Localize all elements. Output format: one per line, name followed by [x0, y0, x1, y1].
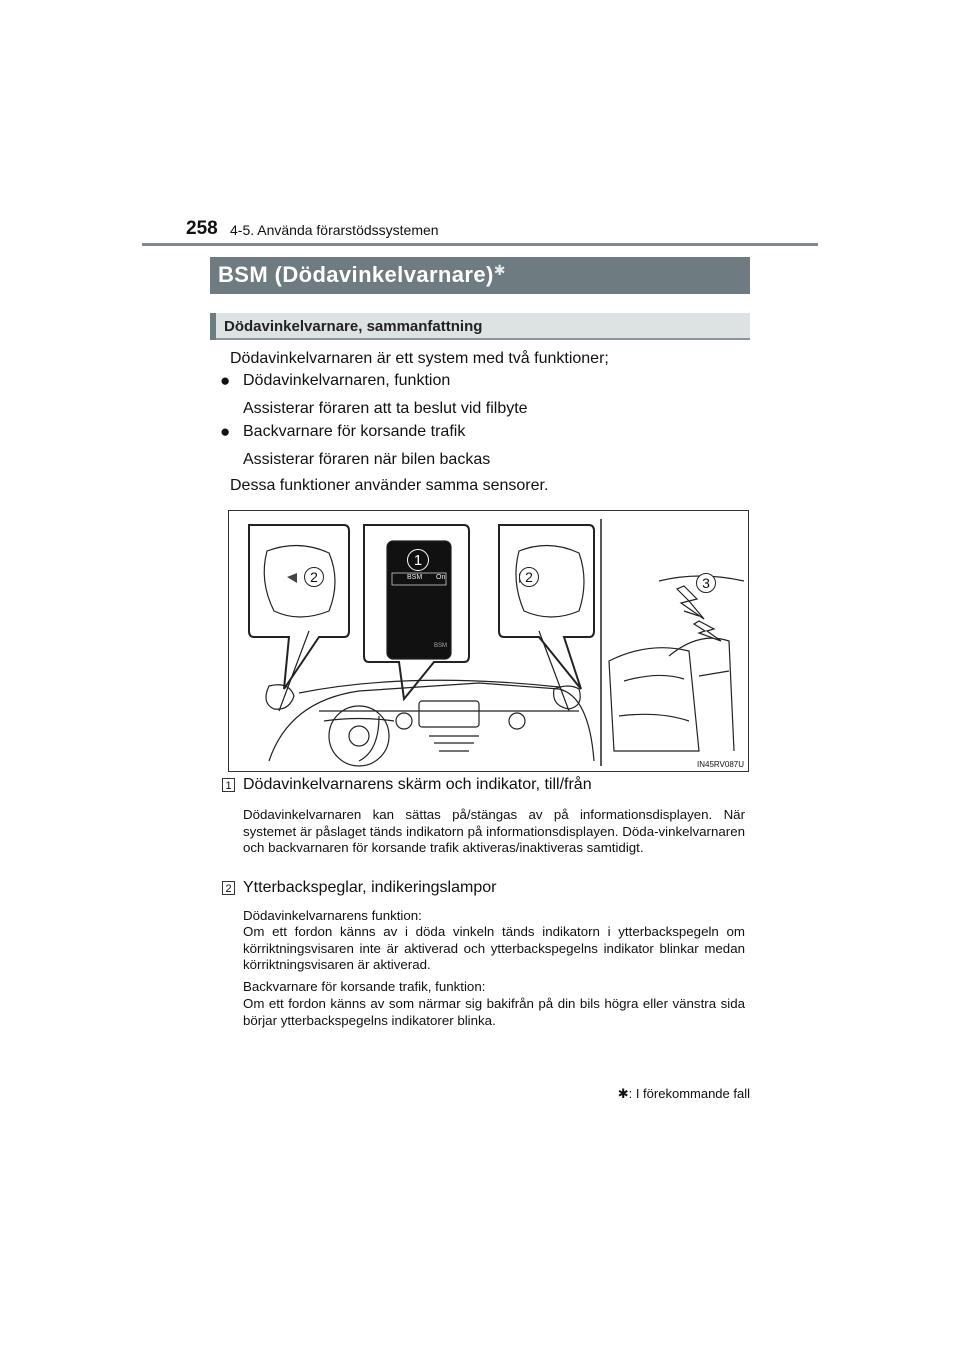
section-heading: Dödavinkelvarnare, sammanfattning [224, 318, 483, 335]
bullet-label: Dödavinkelvarnaren, funktion [243, 372, 451, 389]
screen-bsm-label: BSM [407, 574, 423, 581]
illustration-code: IN45RV087U [697, 760, 744, 769]
callout-2-left: 2 [304, 567, 324, 587]
item-number-2: 2 [222, 881, 235, 895]
bullet-label: Backvarnare för korsande trafik [243, 423, 466, 440]
dashboard-drawing [229, 511, 749, 772]
callout-2-right: 2 [519, 567, 539, 587]
bullet-icon: ● [220, 371, 231, 390]
screen-bsm-value: On [436, 574, 446, 581]
item-heading-1: Dödavinkelvarnarens skärm och indikator, till/från [243, 776, 592, 793]
bullet-description: Assisterar föraren när bilen backas [243, 451, 491, 468]
item-heading-2: Ytterbackspeglar, indikeringslampor [243, 879, 497, 896]
item-paragraph: Dödavinkelvarnaren kan sättas på/stängas av på informationsdisplayen. När systemet är påslaget tänds indikatorn på informationsdisplayen. Döda-vinkelvarnaren och backvarnaren för korsande trafik aktiveras/inaktiveras samtidigt. [243, 807, 745, 855]
footnote-text: : I förekommande fall [628, 1086, 750, 1101]
intro-closing-text: Dessa funktioner använder samma sensorer. [230, 477, 549, 494]
asterisk-icon: ✱ [493, 262, 506, 278]
asterisk-icon: ✱ [617, 1086, 629, 1101]
page-title [218, 262, 506, 288]
section-accent [210, 313, 216, 340]
page-number: 258 [186, 218, 218, 239]
page-title-text: BSM (Dödavinkelvarnare) [218, 262, 494, 287]
header-rule [142, 243, 818, 246]
bullet-description: Assisterar föraren att ta beslut vid filbyte [243, 400, 528, 417]
bullet-icon: ● [220, 422, 231, 441]
item-paragraph: Om ett fordon känns av som närmar sig bakifrån på din bils högra eller vänstra sida börjar ytterbackspegelns indikatorer blinka. [243, 996, 745, 1028]
footnote [618, 1086, 750, 1102]
bsm-illustration [228, 510, 749, 772]
item-paragraph: Backvarnare för korsande trafik, funktion: [243, 979, 486, 994]
callout-1: 1 [407, 549, 429, 571]
callout-3: 3 [696, 573, 716, 593]
item-paragraph: Dödavinkelvarnarens funktion: [243, 908, 422, 923]
screen-footer: BSM [434, 643, 448, 649]
item-number-1: 1 [222, 778, 235, 792]
intro-text: Dödavinkelvarnaren är ett system med två funktioner; [230, 350, 609, 367]
chapter-title: 4-5. Använda förarstödssystemen [230, 222, 439, 238]
item-paragraph: Om ett fordon känns av i döda vinkeln tänds indikatorn i ytterbackspegeln om körriktningsvisaren inte är aktiverad och ytterbackspegelns indikator blinkar medan körriktningsvisaren är aktiverad. [243, 924, 745, 972]
